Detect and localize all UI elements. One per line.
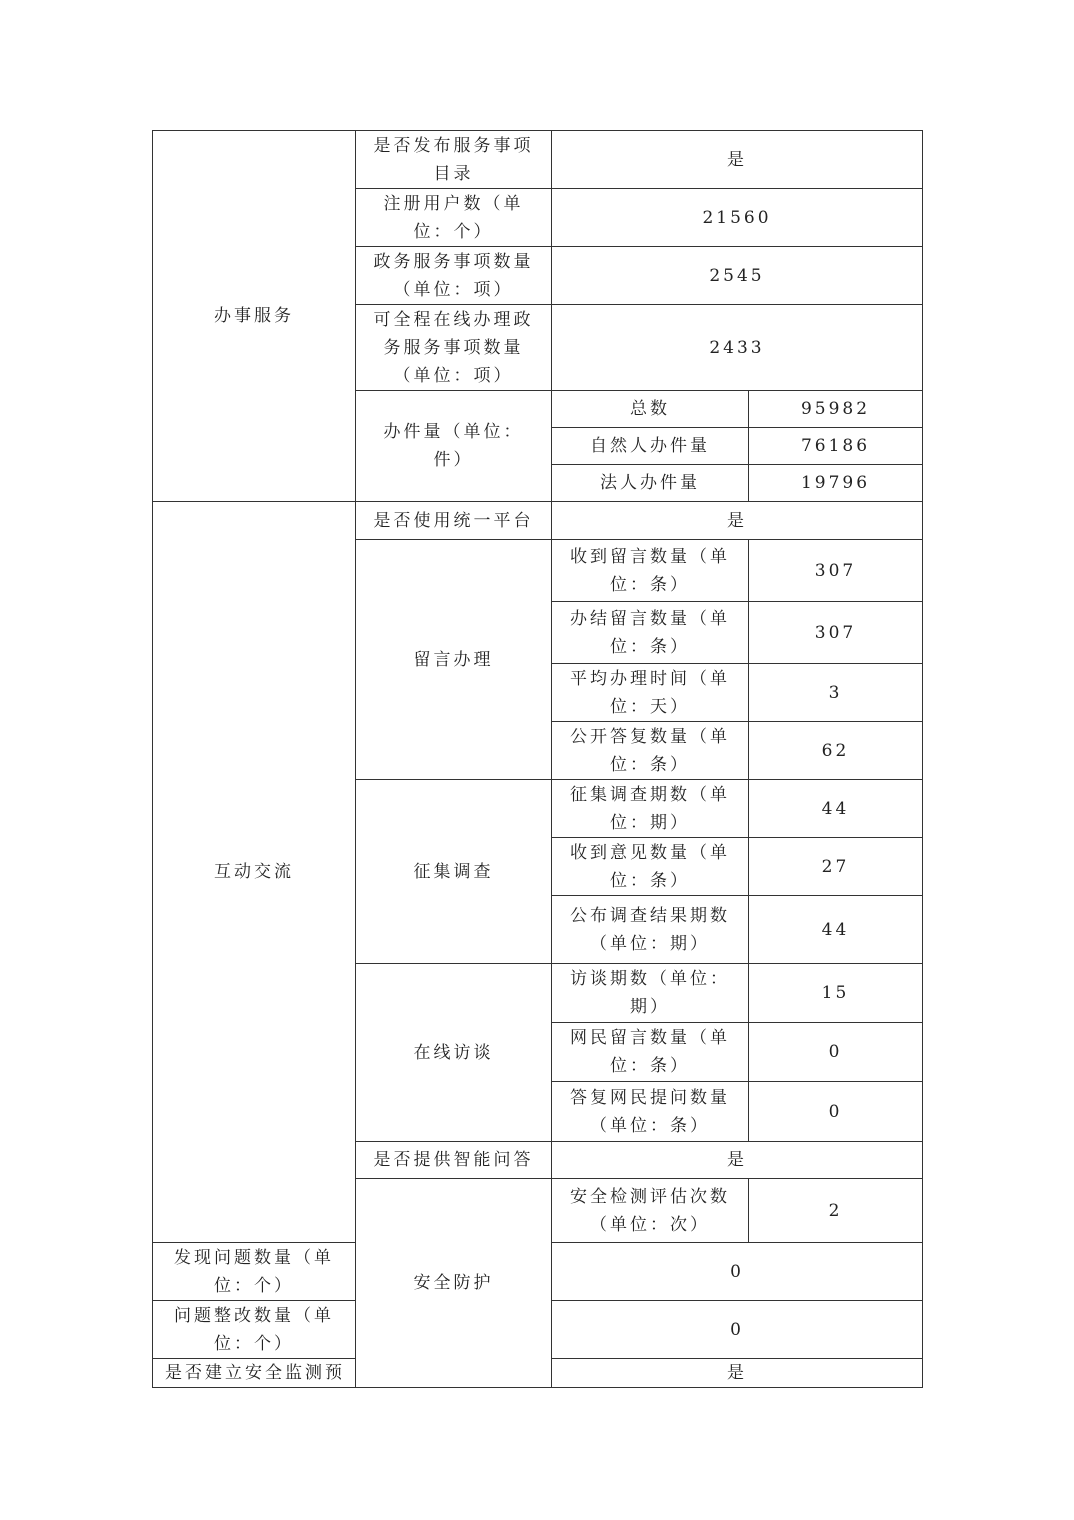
section-service-label: 办事服务	[153, 131, 356, 502]
case-natural-value: 76186	[749, 428, 923, 465]
case-volume-label: 办件量（单位：件）	[356, 391, 552, 502]
unified-platform-value: 是	[552, 502, 923, 540]
unified-platform-label: 是否使用统一平台	[356, 502, 552, 540]
registered-users-value: 21560	[552, 189, 923, 247]
smart-qa-value: 是	[552, 1142, 923, 1179]
issues-fixed-label: 问题整改数量（单位：个）	[153, 1301, 356, 1359]
case-total-label: 总数	[552, 391, 749, 428]
opinions-received-value: 27	[749, 838, 923, 896]
monitoring-value: 是	[552, 1359, 923, 1388]
online-items-label: 可全程在线办理政务服务事项数量（单位：项）	[356, 305, 552, 391]
smart-qa-label: 是否提供智能问答	[356, 1142, 552, 1179]
message-handling-label: 留言办理	[356, 540, 552, 780]
section-interaction-label: 互动交流	[153, 502, 356, 1243]
messages-received-label: 收到留言数量（单位：条）	[552, 540, 749, 602]
case-legal-label: 法人办件量	[552, 465, 749, 502]
avg-time-value: 3	[749, 664, 923, 722]
catalog-label: 是否发布服务事项目录	[356, 131, 552, 189]
survey-periods-value: 44	[749, 780, 923, 838]
messages-received-value: 307	[749, 540, 923, 602]
net-messages-label: 网民留言数量（单位：条）	[552, 1023, 749, 1082]
answered-questions-label: 答复网民提问数量（单位：条）	[552, 1082, 749, 1142]
assessments-label: 安全检测评估次数（单位：次）	[552, 1179, 749, 1243]
public-replies-value: 62	[749, 722, 923, 780]
opinions-received-label: 收到意见数量（单位：条）	[552, 838, 749, 896]
catalog-value: 是	[552, 131, 923, 189]
monitoring-label: 是否建立安全监测预	[153, 1359, 356, 1388]
government-website-report-table	[152, 130, 923, 1388]
net-messages-value: 0	[749, 1023, 923, 1082]
issues-found-label: 发现问题数量（单位：个）	[153, 1243, 356, 1301]
assessments-value: 2	[749, 1179, 923, 1243]
interview-periods-value: 15	[749, 964, 923, 1023]
online-items-value: 2433	[552, 305, 923, 391]
online-interview-label: 在线访谈	[356, 964, 552, 1142]
case-legal-value: 19796	[749, 465, 923, 502]
answered-questions-value: 0	[749, 1082, 923, 1142]
interview-periods-label: 访谈期数（单位：期）	[552, 964, 749, 1023]
messages-handled-value: 307	[749, 602, 923, 664]
survey-results-label: 公布调查结果期数（单位：期）	[552, 896, 749, 964]
survey-periods-label: 征集调查期数（单位：期）	[552, 780, 749, 838]
registered-users-label: 注册用户数（单位：个）	[356, 189, 552, 247]
issues-fixed-value: 0	[552, 1301, 923, 1359]
survey-label: 征集调查	[356, 780, 552, 964]
service-items-label: 政务服务事项数量（单位：项）	[356, 247, 552, 305]
messages-handled-label: 办结留言数量（单位：条）	[552, 602, 749, 664]
case-natural-label: 自然人办件量	[552, 428, 749, 465]
survey-results-value: 44	[749, 896, 923, 964]
section-security-label: 安全防护	[356, 1179, 552, 1388]
service-items-value: 2545	[552, 247, 923, 305]
avg-time-label: 平均办理时间（单位：天）	[552, 664, 749, 722]
case-total-value: 95982	[749, 391, 923, 428]
issues-found-value: 0	[552, 1243, 923, 1301]
public-replies-label: 公开答复数量（单位：条）	[552, 722, 749, 780]
